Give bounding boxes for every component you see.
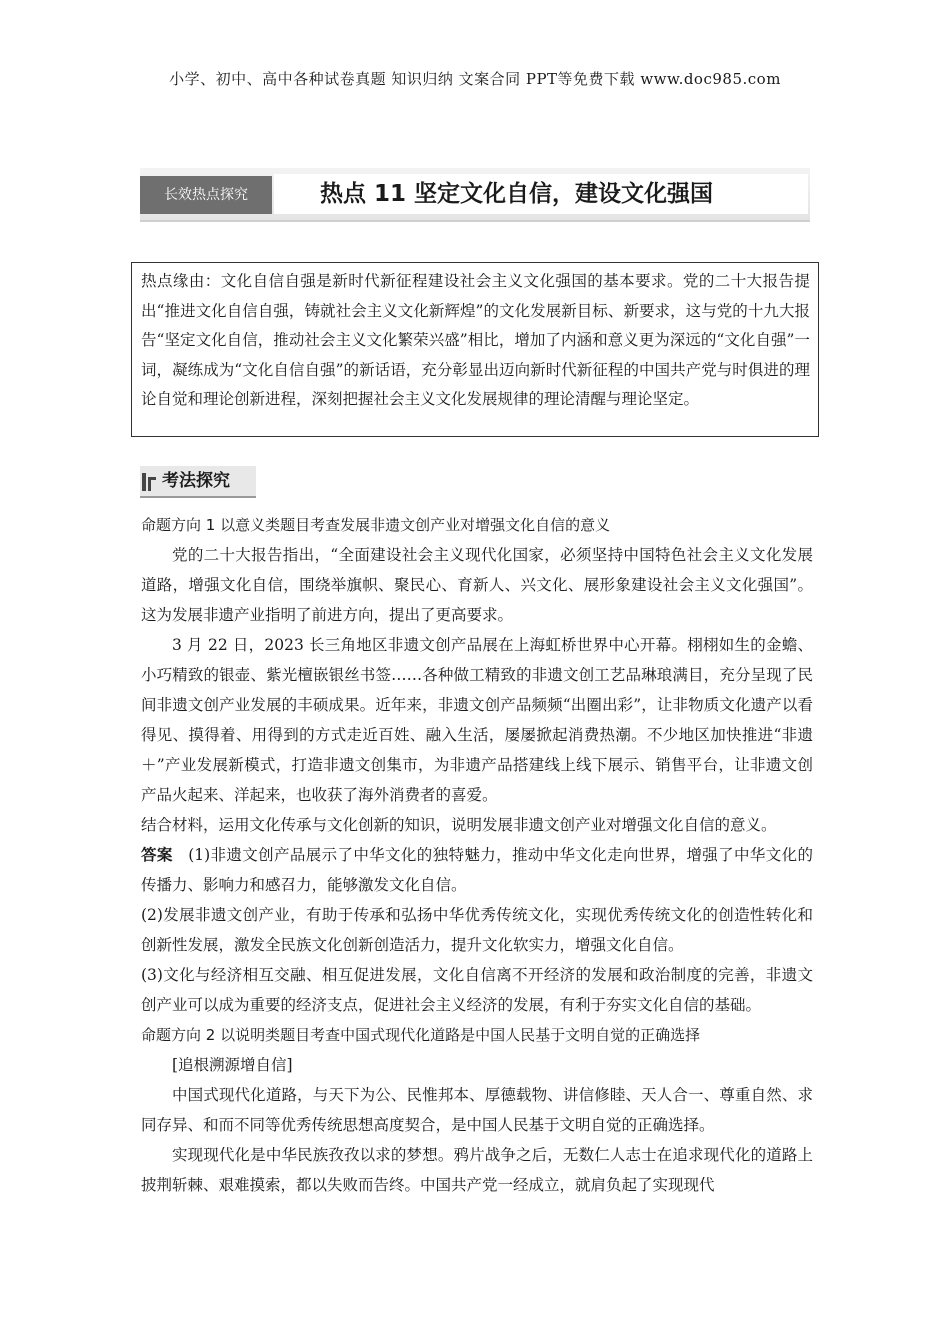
answer-label: 答案 [141, 846, 173, 864]
hot-reason-text: 文化自信自强是新时代新征程建设社会主义文化强国的基本要求。党的二十大报告提出“推进文化自信自强，铸就社会主义文化新辉煌”的文化发展新目标、新要求，这与党的十九大报告“坚定文化自信，推动社会主义文化繁荣兴盛”相比，增加了内涵和意义更为深远的“文化自强”一词，凝练成为“文化自信自强”的新话语，充分彰显出迈向新时代新征程的中国共产党与时俱进的理论自觉和理论创新进程，深刻把握社会主义文化发展规律的理论清醒与理论坚定。 [141, 272, 810, 408]
direction-2-paragraph-2: 实现现代化是中华民族孜孜以求的梦想。鸦片战争之后，无数仁人志士在追求现代化的道路上披荆斩棘、艰难摸索，都以失败而告终。中国共产党一经成立，就肩负起了实现现代 [141, 1146, 813, 1194]
answer-1-text: (1)非遗文创产品展示了中华文化的独特魅力，推动中华文化走向世界，增强了中华文化的传播力、影响力和感召力，能够激发文化自信。 [141, 846, 813, 894]
answer-2: (2)发展非遗文创产业，有助于传承和弘扬中华优秀传统文化，实现优秀传统文化的创造性转化和创新性发展，激发全民族文化创新创造活力，提升文化软实力，增强文化自信。 [141, 906, 813, 954]
answer-3: (3)文化与经济相互交融、相互促进发展，文化自信离不开经济的发展和政治制度的完善，非遗文创产业可以成为重要的经济支点，促进社会主义经济的发展，有利于夯实文化自信的基础。 [141, 966, 813, 1014]
hot-reason-box [131, 262, 819, 437]
direction-2-paragraph-1: 中国式现代化道路，与天下为公、民惟邦本、厚德载物、讲信修睦、天人合一、尊重自然、求同存异、和而不同等优秀传统思想高度契合，是中国人民基于文明自觉的正确选择。 [141, 1086, 813, 1134]
section-marker-icon [142, 473, 146, 491]
direction-1-paragraph-1: 党的二十大报告指出，“全面建设社会主义现代化国家，必须坚持中国特色社会主义文化发展道路，增强文化自信，围绕举旗帜、聚民心、育新人、兴文化、展形象建设社会主义文化强国”。这为发展非遗产业指明了前进方向，提出了更高要求。 [141, 546, 813, 624]
title-banner [140, 168, 810, 222]
section-title: 考法探究 [162, 471, 230, 491]
page-title: 热点 11 坚定文化自信，建设文化强国 [274, 174, 808, 214]
question: 结合材料，运用文化传承与文化创新的知识，说明发展非遗文创产业对增强文化自信的意义。 [141, 816, 777, 834]
page-header: 小学、初中、高中各种试卷真题 知识归纳 文案合同 PPT等免费下载 www.doc985.com [169, 70, 781, 88]
banner-tag: 长效热点探究 [140, 176, 272, 214]
answer-1 [141, 840, 813, 900]
section-heading [140, 466, 256, 498]
direction-2-heading: 命题方向 2 以说明类题目考查中国式现代化道路是中国人民基于文明自觉的正确选择 [141, 1026, 701, 1044]
section-corner-icon [148, 477, 156, 491]
hot-reason-label: 热点缘由： [141, 272, 221, 290]
direction-2-subheading: [追根溯源增自信] [172, 1056, 293, 1074]
direction-1-heading: 命题方向 1 以意义类题目考查发展非遗文创产业对增强文化自信的意义 [141, 516, 611, 534]
direction-1-paragraph-2: 3 月 22 日，2023 长三角地区非遗文创产品展在上海虹桥世界中心开幕。栩栩如生的金蟾、小巧精致的银壶、紫光檀嵌银丝书签……各种做工精致的非遗文创工艺品琳琅满目，充分呈现了民间非遗文创产业发展的丰硕成果。近年来，非遗文创产品频频“出圈出彩”，让非物质文化遗产以看得见、摸得着、用得到的方式走近百姓、融入生活，屡屡掀起消费热潮。不少地区加快推进“非遗＋”产业发展新模式，打造非遗文创集市，为非遗产品搭建线上线下展示、销售平台，让非遗文创产品火起来、洋起来，也收获了海外消费者的喜爱。 [141, 636, 813, 804]
main-content [141, 510, 813, 1200]
